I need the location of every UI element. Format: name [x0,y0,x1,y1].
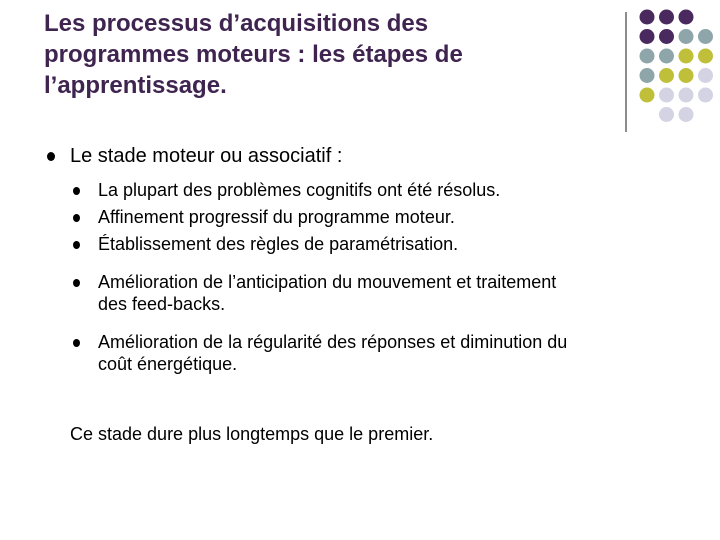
sub-bullet-line: Établissement des règles de paramétrisation. [98,234,459,254]
sub-bullet-line: Affinement progressif du programme moteur. [98,207,455,227]
sub-bullet-line: Amélioration de l’anticipation du mouvement et traitement [98,272,557,292]
bullet-dot [73,339,80,347]
sub-bullet-line: Amélioration de la régularité des réponses et diminution du [98,332,568,352]
title-line: l’apprentissage. [44,72,227,99]
title-line: programmes moteurs : les étapes de [44,41,463,68]
sub-bullet-line: La plupart des problèmes cognitifs ont été résolus. [98,180,501,200]
sub-bullet-text [98,179,688,201]
bullet-dot [73,214,80,222]
main-bullet-text: Le stade moteur ou associatif : [70,145,343,167]
sub-bullet-line: coût énergétique. [98,354,238,374]
sub-bullet-text [98,206,688,228]
bullet-dot [73,241,80,249]
bullet-dot [73,279,80,287]
bullet-dot [73,187,80,195]
closing-statement: Ce stade dure plus longtemps que le premier. [70,424,434,444]
sub-bullet-text [98,233,688,255]
bullet-dot [47,152,55,161]
sub-bullet-line: des feed-backs. [98,294,226,314]
title-line: Les processus d’acquisitions des [44,10,429,37]
sub-bullet-text [98,331,688,375]
sub-bullet-text [98,271,688,315]
